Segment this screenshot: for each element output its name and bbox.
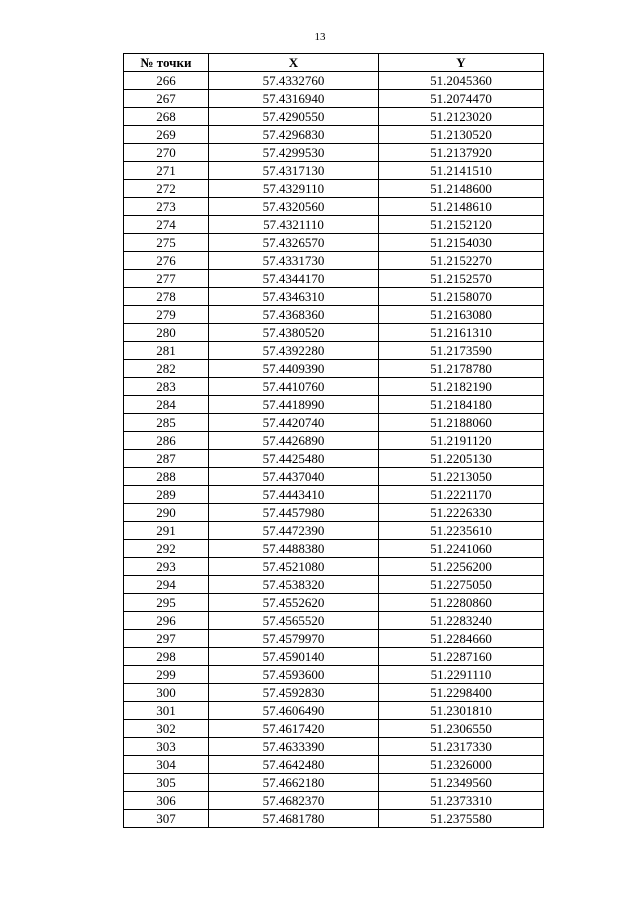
cell-y: 51.2298400 xyxy=(379,684,544,702)
table-row xyxy=(124,162,544,180)
cell-y: 51.2326000 xyxy=(379,756,544,774)
cell-x: 57.4317130 xyxy=(209,162,379,180)
table-row xyxy=(124,90,544,108)
cell-x: 57.4443410 xyxy=(209,486,379,504)
cell-point-number: 287 xyxy=(124,450,209,468)
cell-y: 51.2130520 xyxy=(379,126,544,144)
cell-y: 51.2283240 xyxy=(379,612,544,630)
cell-y: 51.2275050 xyxy=(379,576,544,594)
table-row xyxy=(124,270,544,288)
cell-x: 57.4552620 xyxy=(209,594,379,612)
cell-y: 51.2148610 xyxy=(379,198,544,216)
cell-x: 57.4538320 xyxy=(209,576,379,594)
table-row xyxy=(124,684,544,702)
column-header-point-number: № точки xyxy=(124,54,209,72)
table-row xyxy=(124,540,544,558)
cell-y: 51.2178780 xyxy=(379,360,544,378)
cell-point-number: 273 xyxy=(124,198,209,216)
cell-y: 51.2284660 xyxy=(379,630,544,648)
table-row xyxy=(124,360,544,378)
cell-point-number: 283 xyxy=(124,378,209,396)
cell-x: 57.4346310 xyxy=(209,288,379,306)
cell-y: 51.2205130 xyxy=(379,450,544,468)
cell-y: 51.2182190 xyxy=(379,378,544,396)
cell-y: 51.2373310 xyxy=(379,792,544,810)
table-row xyxy=(124,774,544,792)
cell-x: 57.4472390 xyxy=(209,522,379,540)
cell-y: 51.2188060 xyxy=(379,414,544,432)
table-row xyxy=(124,378,544,396)
cell-point-number: 298 xyxy=(124,648,209,666)
table-row xyxy=(124,252,544,270)
cell-y: 51.2226330 xyxy=(379,504,544,522)
cell-x: 57.4593600 xyxy=(209,666,379,684)
cell-point-number: 279 xyxy=(124,306,209,324)
cell-point-number: 293 xyxy=(124,558,209,576)
table-row xyxy=(124,756,544,774)
cell-point-number: 294 xyxy=(124,576,209,594)
table-row xyxy=(124,396,544,414)
cell-y: 51.2154030 xyxy=(379,234,544,252)
cell-x: 57.4642480 xyxy=(209,756,379,774)
cell-x: 57.4606490 xyxy=(209,702,379,720)
cell-point-number: 295 xyxy=(124,594,209,612)
cell-x: 57.4410760 xyxy=(209,378,379,396)
table-row xyxy=(124,504,544,522)
cell-point-number: 276 xyxy=(124,252,209,270)
cell-x: 57.4633390 xyxy=(209,738,379,756)
cell-point-number: 281 xyxy=(124,342,209,360)
cell-point-number: 299 xyxy=(124,666,209,684)
table-row xyxy=(124,216,544,234)
cell-x: 57.4321110 xyxy=(209,216,379,234)
table-row xyxy=(124,648,544,666)
cell-y: 51.2123020 xyxy=(379,108,544,126)
cell-x: 57.4592830 xyxy=(209,684,379,702)
cell-point-number: 266 xyxy=(124,72,209,90)
cell-x: 57.4681780 xyxy=(209,810,379,828)
cell-y: 51.2375580 xyxy=(379,810,544,828)
page-number: 13 xyxy=(314,31,326,43)
cell-point-number: 278 xyxy=(124,288,209,306)
cell-y: 51.2163080 xyxy=(379,306,544,324)
cell-y: 51.2213050 xyxy=(379,468,544,486)
cell-y: 51.2141510 xyxy=(379,162,544,180)
cell-point-number: 269 xyxy=(124,126,209,144)
cell-y: 51.2161310 xyxy=(379,324,544,342)
cell-point-number: 274 xyxy=(124,216,209,234)
cell-y: 51.2148600 xyxy=(379,180,544,198)
cell-point-number: 305 xyxy=(124,774,209,792)
cell-y: 51.2173590 xyxy=(379,342,544,360)
cell-y: 51.2235610 xyxy=(379,522,544,540)
cell-point-number: 300 xyxy=(124,684,209,702)
cell-point-number: 291 xyxy=(124,522,209,540)
cell-point-number: 275 xyxy=(124,234,209,252)
coordinates-table xyxy=(123,53,544,828)
cell-y: 51.2152570 xyxy=(379,270,544,288)
cell-y: 51.2241060 xyxy=(379,540,544,558)
table-row xyxy=(124,792,544,810)
table-row xyxy=(124,612,544,630)
cell-x: 57.4380520 xyxy=(209,324,379,342)
cell-y: 51.2152120 xyxy=(379,216,544,234)
table-row xyxy=(124,234,544,252)
table-row xyxy=(124,594,544,612)
cell-point-number: 292 xyxy=(124,540,209,558)
cell-y: 51.2349560 xyxy=(379,774,544,792)
table-row xyxy=(124,72,544,90)
cell-x: 57.4457980 xyxy=(209,504,379,522)
cell-y: 51.2317330 xyxy=(379,738,544,756)
table-row xyxy=(124,468,544,486)
cell-x: 57.4316940 xyxy=(209,90,379,108)
cell-point-number: 286 xyxy=(124,432,209,450)
cell-point-number: 303 xyxy=(124,738,209,756)
table-row xyxy=(124,450,544,468)
cell-y: 51.2137920 xyxy=(379,144,544,162)
column-header-y: Y xyxy=(379,54,544,72)
cell-point-number: 288 xyxy=(124,468,209,486)
cell-point-number: 304 xyxy=(124,756,209,774)
cell-point-number: 301 xyxy=(124,702,209,720)
cell-x: 57.4437040 xyxy=(209,468,379,486)
table-row xyxy=(124,810,544,828)
table-header-row xyxy=(124,54,544,72)
cell-x: 57.4326570 xyxy=(209,234,379,252)
cell-x: 57.4590140 xyxy=(209,648,379,666)
table-row xyxy=(124,576,544,594)
table-row xyxy=(124,414,544,432)
cell-point-number: 307 xyxy=(124,810,209,828)
cell-x: 57.4344170 xyxy=(209,270,379,288)
column-header-x: X xyxy=(209,54,379,72)
table-row xyxy=(124,702,544,720)
cell-x: 57.4290550 xyxy=(209,108,379,126)
cell-y: 51.2306550 xyxy=(379,720,544,738)
cell-x: 57.4521080 xyxy=(209,558,379,576)
cell-y: 51.2256200 xyxy=(379,558,544,576)
table-row xyxy=(124,342,544,360)
cell-y: 51.2074470 xyxy=(379,90,544,108)
cell-point-number: 296 xyxy=(124,612,209,630)
cell-point-number: 284 xyxy=(124,396,209,414)
table-row xyxy=(124,630,544,648)
cell-point-number: 302 xyxy=(124,720,209,738)
cell-x: 57.4299530 xyxy=(209,144,379,162)
cell-x: 57.4426890 xyxy=(209,432,379,450)
table-row xyxy=(124,180,544,198)
cell-x: 57.4331730 xyxy=(209,252,379,270)
cell-x: 57.4296830 xyxy=(209,126,379,144)
cell-point-number: 297 xyxy=(124,630,209,648)
cell-point-number: 285 xyxy=(124,414,209,432)
cell-y: 51.2158070 xyxy=(379,288,544,306)
cell-y: 51.2287160 xyxy=(379,648,544,666)
cell-x: 57.4420740 xyxy=(209,414,379,432)
cell-x: 57.4332760 xyxy=(209,72,379,90)
cell-y: 51.2221170 xyxy=(379,486,544,504)
cell-x: 57.4565520 xyxy=(209,612,379,630)
cell-x: 57.4682370 xyxy=(209,792,379,810)
cell-point-number: 268 xyxy=(124,108,209,126)
cell-x: 57.4329110 xyxy=(209,180,379,198)
table-row xyxy=(124,666,544,684)
table-row xyxy=(124,126,544,144)
cell-y: 51.2291110 xyxy=(379,666,544,684)
cell-x: 57.4320560 xyxy=(209,198,379,216)
cell-x: 57.4425480 xyxy=(209,450,379,468)
cell-x: 57.4409390 xyxy=(209,360,379,378)
cell-y: 51.2152270 xyxy=(379,252,544,270)
cell-x: 57.4418990 xyxy=(209,396,379,414)
cell-x: 57.4617420 xyxy=(209,720,379,738)
table-row xyxy=(124,558,544,576)
table-row xyxy=(124,522,544,540)
table-row xyxy=(124,486,544,504)
table-row xyxy=(124,432,544,450)
cell-y: 51.2191120 xyxy=(379,432,544,450)
cell-point-number: 290 xyxy=(124,504,209,522)
cell-x: 57.4368360 xyxy=(209,306,379,324)
cell-point-number: 270 xyxy=(124,144,209,162)
table-row xyxy=(124,720,544,738)
cell-y: 51.2184180 xyxy=(379,396,544,414)
cell-x: 57.4579970 xyxy=(209,630,379,648)
cell-point-number: 267 xyxy=(124,90,209,108)
table-row xyxy=(124,324,544,342)
table-row xyxy=(124,108,544,126)
table-body xyxy=(124,72,544,828)
cell-x: 57.4392280 xyxy=(209,342,379,360)
cell-y: 51.2045360 xyxy=(379,72,544,90)
cell-y: 51.2301810 xyxy=(379,702,544,720)
table-row xyxy=(124,288,544,306)
cell-point-number: 272 xyxy=(124,180,209,198)
cell-point-number: 277 xyxy=(124,270,209,288)
cell-point-number: 289 xyxy=(124,486,209,504)
cell-x: 57.4488380 xyxy=(209,540,379,558)
cell-point-number: 271 xyxy=(124,162,209,180)
table-row xyxy=(124,198,544,216)
cell-x: 57.4662180 xyxy=(209,774,379,792)
cell-y: 51.2280860 xyxy=(379,594,544,612)
table-row xyxy=(124,738,544,756)
table-row xyxy=(124,306,544,324)
cell-point-number: 306 xyxy=(124,792,209,810)
table-row xyxy=(124,144,544,162)
cell-point-number: 280 xyxy=(124,324,209,342)
cell-point-number: 282 xyxy=(124,360,209,378)
